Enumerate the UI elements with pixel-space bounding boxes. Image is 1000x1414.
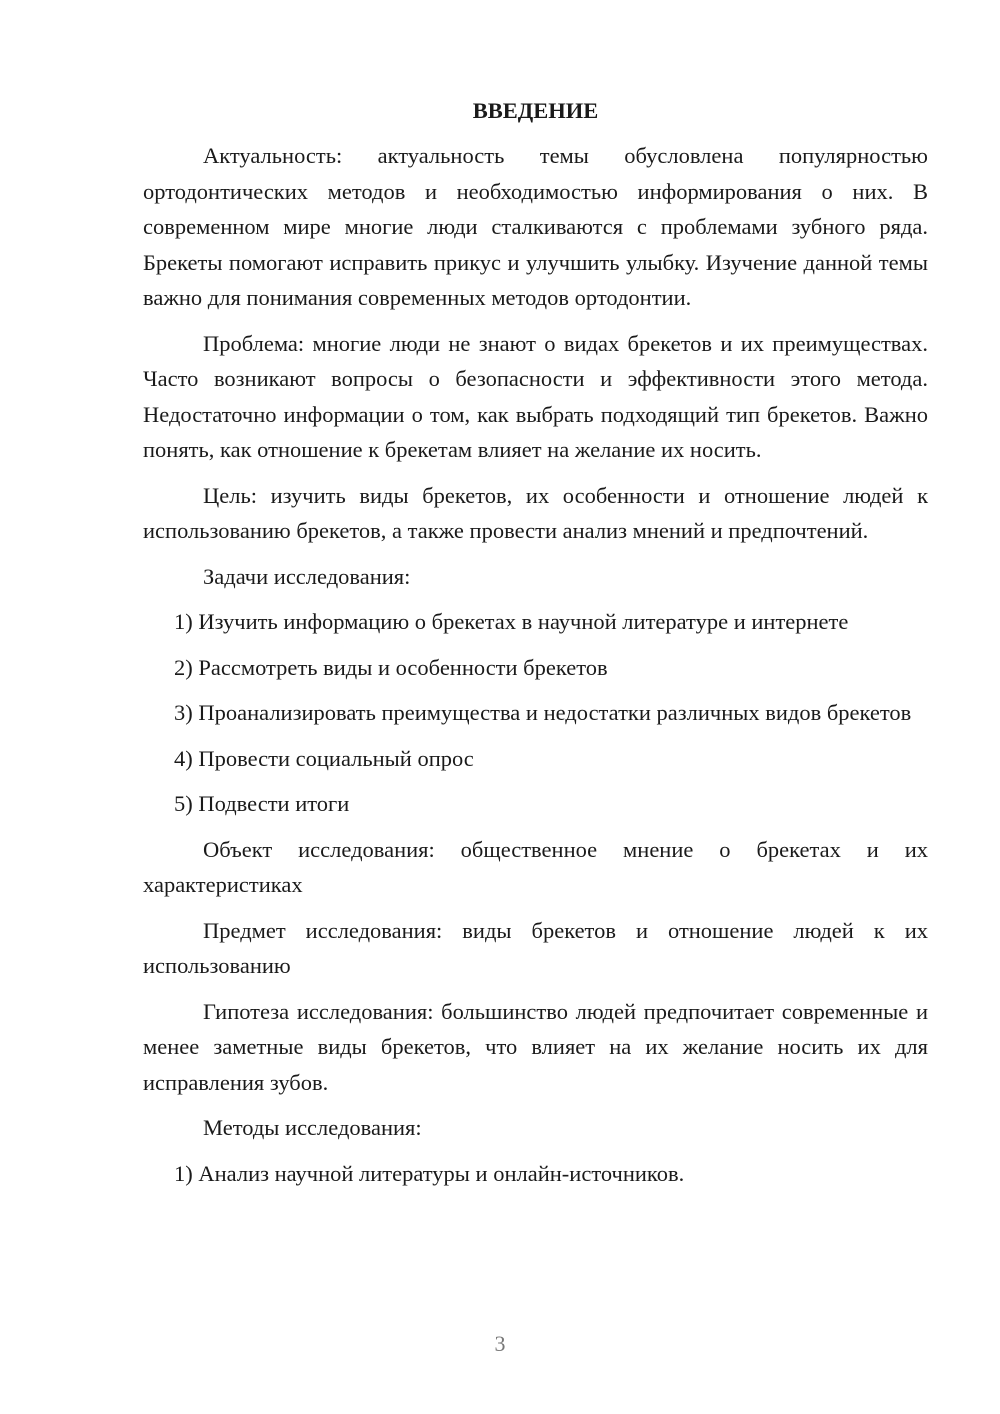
task-item-3: 3) Проанализировать преимущества и недостатки различных видов брекетов — [174, 700, 912, 725]
task-item-4: 4) Провести социальный опрос — [174, 745, 474, 771]
tasks-title: Задачи исследования: — [203, 563, 411, 589]
task-item-1: 1) Изучить информацию о брекетах в научной литературе и интернете — [174, 609, 849, 634]
paragraph-relevance: Актуальность: актуальность темы обусловлена популярностью ортодонтических методов и необходимостью информирования о них. В современном мире многие люди сталкиваются с проблемами зубного ряда. Брекеты помогают исправить прикус и улучшить улыбку. Изучение данной темы важно для понимания современных методов ортодонтии. — [143, 143, 928, 310]
page-number: 3 — [494, 1331, 506, 1356]
task-item-2: 2) Рассмотреть виды и особенности брекетов — [174, 654, 608, 680]
paragraph-goal: Цель: изучить виды брекетов, их особенности и отношение людей к использованию брекетов, а также провести анализ мнений и предпочтений. — [143, 482, 928, 543]
method-item-1: 1) Анализ научной литературы и онлайн-источников. — [174, 1160, 685, 1186]
paragraph-problem: Проблема: многие люди не знают о видах брекетов и их преимуществах. Часто возникают вопросы о безопасности и эффективности этого метода. Недостаточно информации о том, как выбрать подходящий тип брекетов. Важно понять, как отношение к брекетам влияет на желание их носить. — [143, 330, 928, 462]
methods-title: Методы исследования: — [203, 1115, 422, 1140]
document-page — [143, 95, 928, 1201]
task-item-5: 5) Подвести итоги — [174, 791, 350, 816]
section-heading: ВВЕДЕНИЕ — [472, 98, 599, 123]
paragraph-object: Объект исследования: общественное мнение о брекетах и их характеристиках — [143, 836, 928, 897]
paragraph-hypothesis: Гипотеза исследования: большинство людей предпочитает современные и менее заметные виды брекетов, что влияет на их желание носить их для исправления зубов. — [143, 998, 928, 1095]
paragraph-subject: Предмет исследования: виды брекетов и отношение людей к их использованию — [143, 917, 928, 978]
